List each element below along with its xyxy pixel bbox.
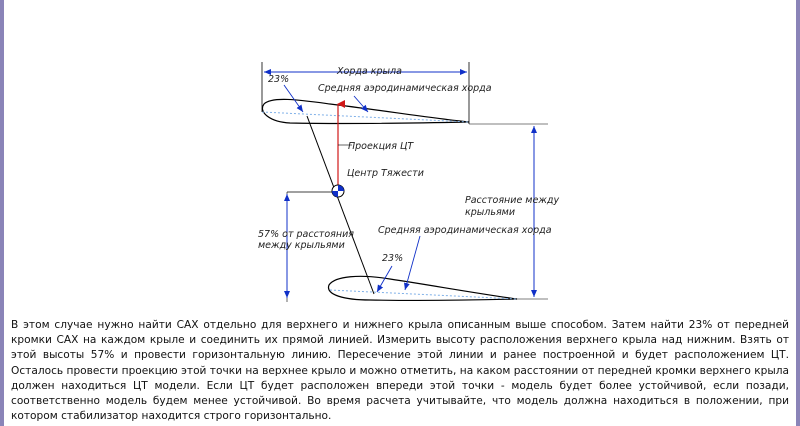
chord-label: Хорда крыла: [337, 66, 402, 77]
pct57-label-line2: между крыльями: [258, 240, 345, 251]
description-paragraph: В этом случае нужно найти САХ отдельно для верхнего и нижнего крыла описанным выше способом. Затем найти 23% от передней кромки САХ на каждом крыле и соединить их прямой линией. Измерить высоту расположения верхнего крыла над нижним. Взять от этой высоты 57% и провести горизонтальную линию. Пересечение этой линии и ранее построенной и будет расположением ЦТ. Осталось провести проекцию этой точки на верхнее крыло и можно отметить, на каком расстоянии от передней кромки верхнего крыла должен находиться ЦТ модели. Если ЦТ будет расположен впереди этой точки - модель будет более устойчивой, если позади, соответственно модель будем менее устойчивой. Во время расчета учитывайте, что модель должна находиться в положении, при котором стабилизатор находится строго горизонтально.: [11, 319, 789, 423]
cg-projection-label: Проекция ЦТ: [348, 141, 414, 152]
lower-wing-airfoil: [328, 276, 517, 300]
upper-wing-airfoil: [262, 99, 469, 123]
cg-symbol: [332, 185, 344, 197]
distance-label-line2: крыльями: [465, 207, 515, 218]
lower-mac-label: Средняя аэродинамическая хорда: [378, 225, 552, 236]
upper-23pct-label: 23%: [268, 74, 290, 85]
lower-23pct-label: 23%: [382, 253, 404, 264]
cg-label: Центр Тяжести: [347, 168, 424, 179]
pct57-label-line1: 57% от расстояния: [258, 229, 354, 240]
upper-mac-label: Средняя аэродинамическая хорда: [318, 83, 492, 94]
distance-label-line1: Расстояние между: [465, 195, 560, 206]
